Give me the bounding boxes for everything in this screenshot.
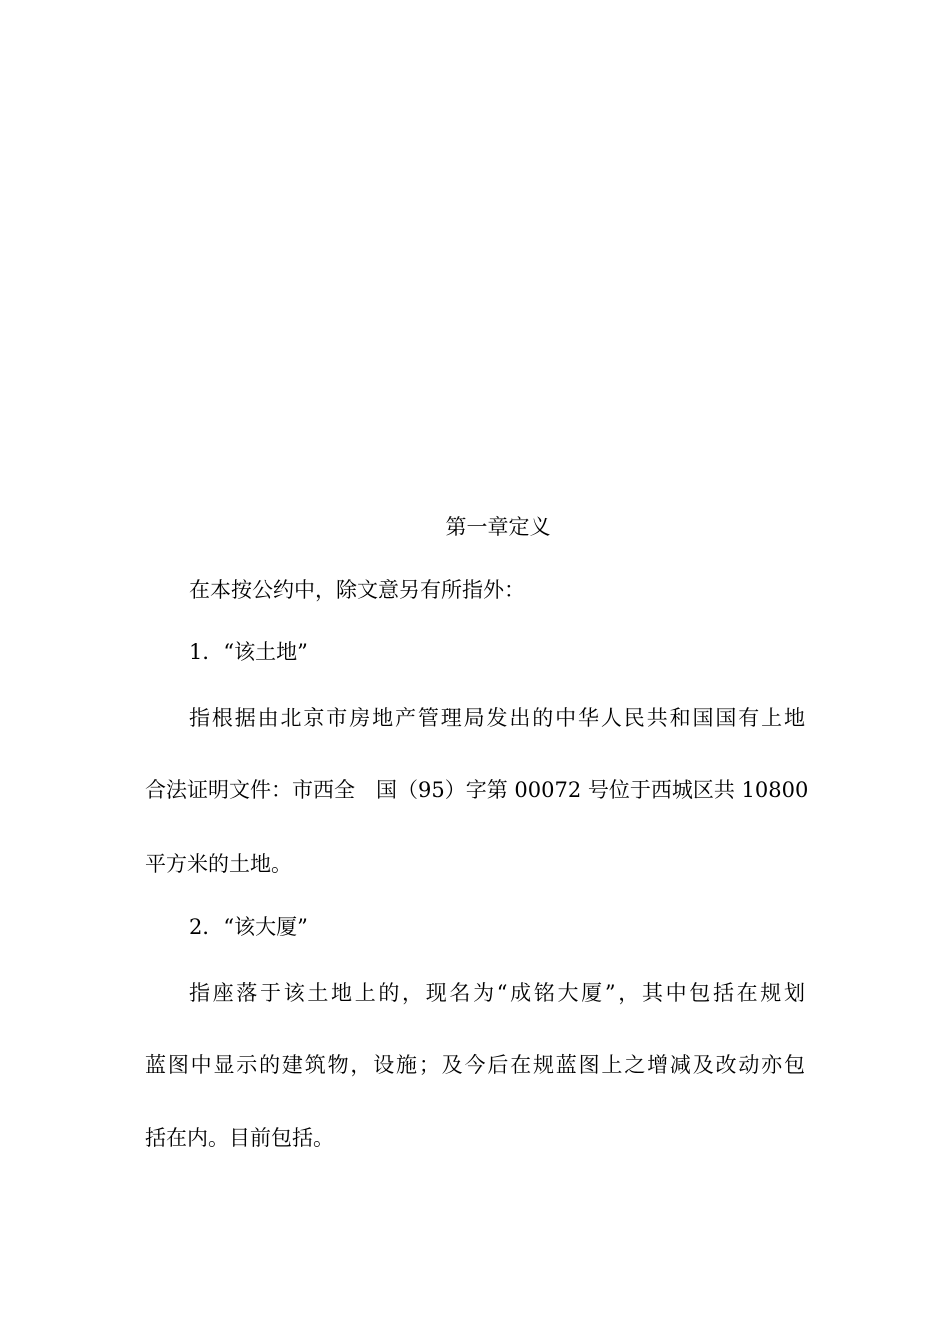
item1-text-line3: 平方米的土地。 bbox=[145, 852, 292, 876]
item1-text-line2: 合法证明文件：市西全 国（95）字第 00072 号位于西城区共 10800 bbox=[145, 778, 809, 802]
item2-text-line3: 括在内。目前包括。 bbox=[145, 1126, 334, 1150]
item2-text-line2: 蓝图中显示的建筑物，设施；及今后在规蓝图上之增减及改动亦包 bbox=[145, 1053, 805, 1077]
item1-text-line1: 指根据由北京市房地产管理局发出的中华人民共和国国有上地 bbox=[189, 706, 805, 730]
item1-heading: 1．“该土地” bbox=[189, 640, 308, 664]
intro-paragraph: 在本按公约中，除文意另有所指外： bbox=[189, 578, 525, 602]
item2-heading: 2．“该大厦” bbox=[189, 915, 308, 939]
chapter-title: 第一章定义 bbox=[445, 515, 551, 539]
item2-text-line1: 指座落于该土地上的，现名为“成铭大厦”，其中包括在规划 bbox=[189, 981, 805, 1005]
